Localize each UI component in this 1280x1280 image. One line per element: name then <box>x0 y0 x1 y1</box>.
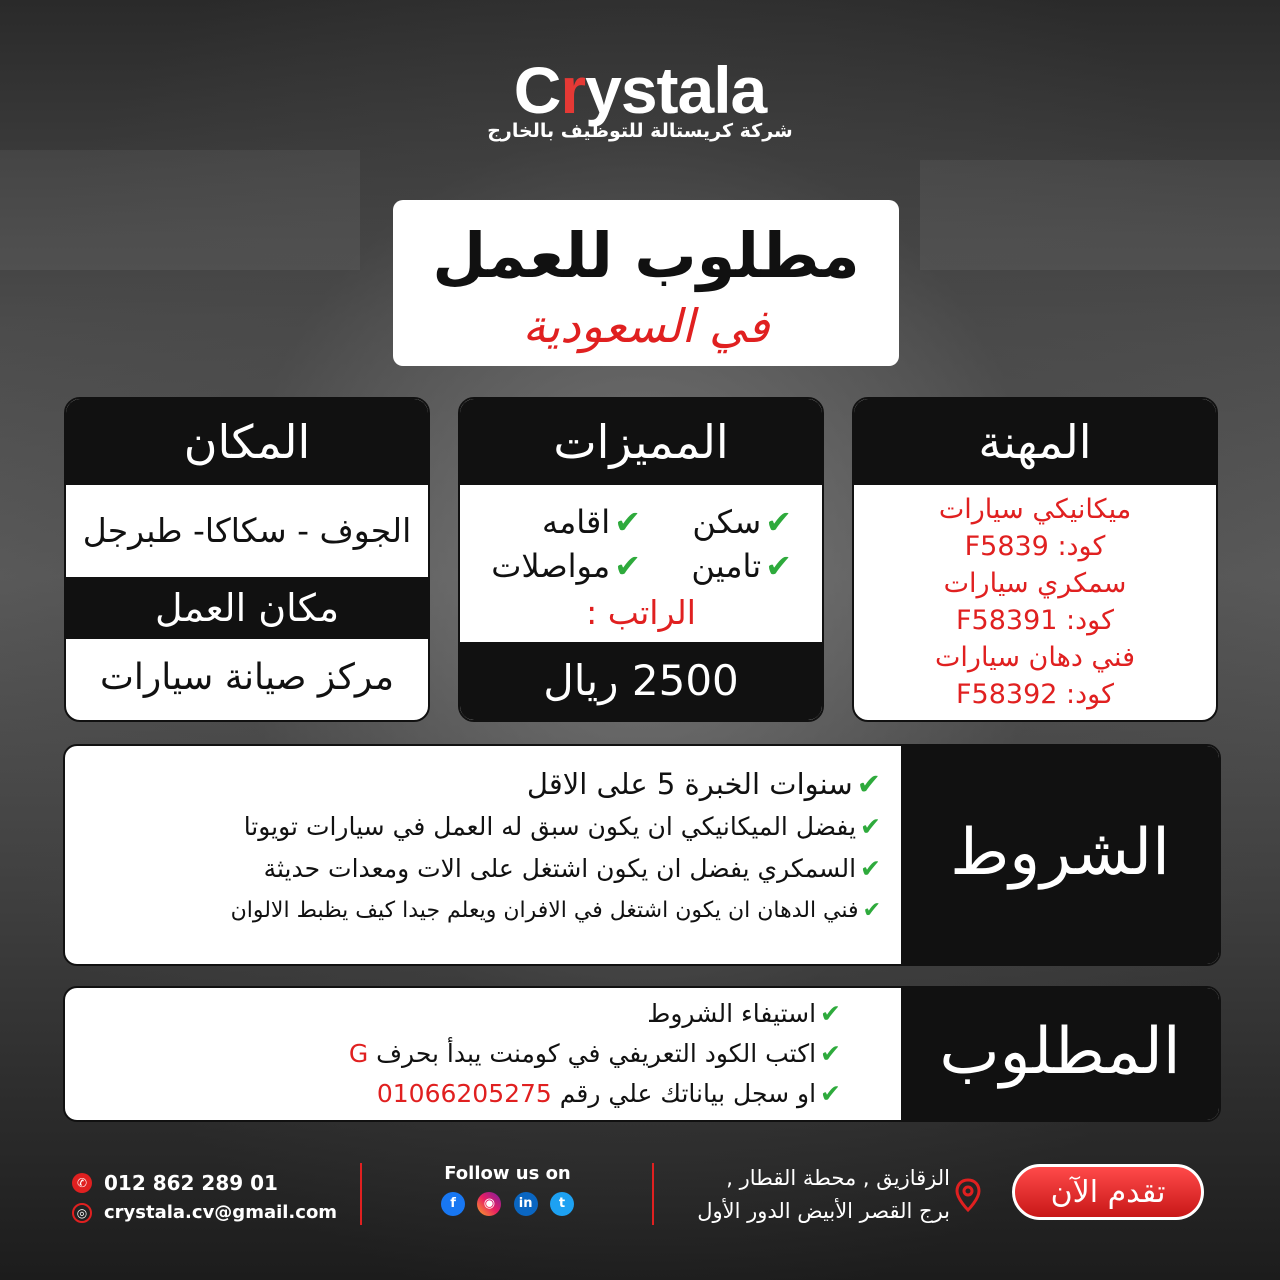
profession-item: سمكري سيارات كود: F58391 <box>943 568 1127 636</box>
features-card <box>458 397 824 722</box>
check-icon: ✔ <box>614 503 641 541</box>
phone-icon: ✆ <box>72 1173 92 1193</box>
apply-now-button[interactable]: تقدم الآن <box>1012 1164 1204 1220</box>
facebook-icon[interactable]: f <box>441 1192 465 1216</box>
linkedin-icon[interactable]: in <box>514 1192 538 1216</box>
profession-card <box>852 397 1218 722</box>
logo <box>480 50 800 150</box>
email-row[interactable]: ◎ crystala.cv@gmail.com <box>72 1198 342 1228</box>
required-item: ✔اكتب الكود التعريفي في كومنت يبدأ بحرف G <box>348 1039 841 1068</box>
twitter-icon[interactable]: t <box>550 1192 574 1216</box>
check-icon: ✔ <box>765 547 792 585</box>
condition-item: ✔السمكري يفضل ان يكون اشتغل على الات ومعدات حديثة <box>263 854 881 883</box>
background-window-right <box>920 160 1280 270</box>
check-icon: ✔ <box>860 854 881 883</box>
profession-item: فني دهان سيارات كود: F58392 <box>935 642 1135 710</box>
conditions-title: الشروط <box>901 746 1219 964</box>
check-icon: ✔ <box>765 503 792 541</box>
required-title: المطلوب <box>901 988 1219 1120</box>
required-panel <box>63 986 1221 1122</box>
profession-item: ميكانيكي سيارات كود: F5839 <box>938 494 1132 562</box>
footer-divider <box>360 1163 362 1225</box>
check-icon: ✔ <box>614 547 641 585</box>
salary-label: الراتب : <box>586 593 696 632</box>
feature-item: ✔تامين <box>691 547 792 585</box>
check-icon: ✔ <box>862 898 881 923</box>
check-icon: ✔ <box>820 1039 841 1068</box>
headline-title: مطلوب للعمل <box>432 219 860 292</box>
required-item: ✔استيفاء الشروط <box>647 999 841 1028</box>
place-card <box>64 397 430 722</box>
logo-subtitle: شركة كريستالة للتوظيف بالخارج <box>487 120 793 142</box>
instagram-icon[interactable]: ◉ <box>477 1192 501 1216</box>
location-pin-icon <box>955 1178 981 1212</box>
check-icon: ✔ <box>856 767 881 801</box>
salary-value: 2500 ريال <box>460 642 822 720</box>
place-title: المكان <box>66 399 428 485</box>
feature-item: ✔مواصلات <box>491 547 641 585</box>
footer-divider <box>652 1163 654 1225</box>
conditions-panel <box>63 744 1221 966</box>
features-title: المميزات <box>460 399 822 485</box>
workplace-label: مكان العمل <box>66 577 428 639</box>
social-section <box>410 1163 605 1216</box>
phone-row[interactable]: ✆ 012 862 289 01 <box>72 1168 342 1198</box>
contact-info <box>72 1168 342 1228</box>
background-window-left <box>0 150 360 270</box>
required-item: ✔او سجل بياناتك علي رقم 01066205275 <box>376 1079 841 1108</box>
place-cities: الجوف - سكاكا- طبرجل <box>82 511 412 550</box>
feature-item: ✔اقامه <box>541 503 641 541</box>
feature-item: ✔سكن <box>692 503 792 541</box>
logo-wordmark: Crystala <box>513 53 767 127</box>
condition-item: ✔سنوات الخبرة 5 على الاقل <box>526 767 881 801</box>
check-icon: ✔ <box>860 812 881 841</box>
address: الزقازيق , محطة القطار , برج القصر الأبيض الدور الأول <box>697 1166 950 1223</box>
follow-label: Follow us on <box>444 1163 571 1184</box>
headline-card <box>393 200 899 366</box>
check-icon: ✔ <box>820 999 841 1028</box>
globe-icon: ◎ <box>72 1203 92 1223</box>
contact-number[interactable]: 01066205275 <box>376 1079 552 1108</box>
profession-title: المهنة <box>854 399 1216 485</box>
check-icon: ✔ <box>820 1079 841 1108</box>
workplace-value: مركز صيانة سيارات <box>99 657 395 698</box>
condition-item: ✔فني الدهان ان يكون اشتغل في الافران ويعلم جيدا كيف يظبط الالوان <box>230 898 881 923</box>
headline-subtitle: في السعودية <box>522 299 770 353</box>
condition-item: ✔يفضل الميكانيكي ان يكون سبق له العمل في سيارات تويوتا <box>243 812 881 841</box>
